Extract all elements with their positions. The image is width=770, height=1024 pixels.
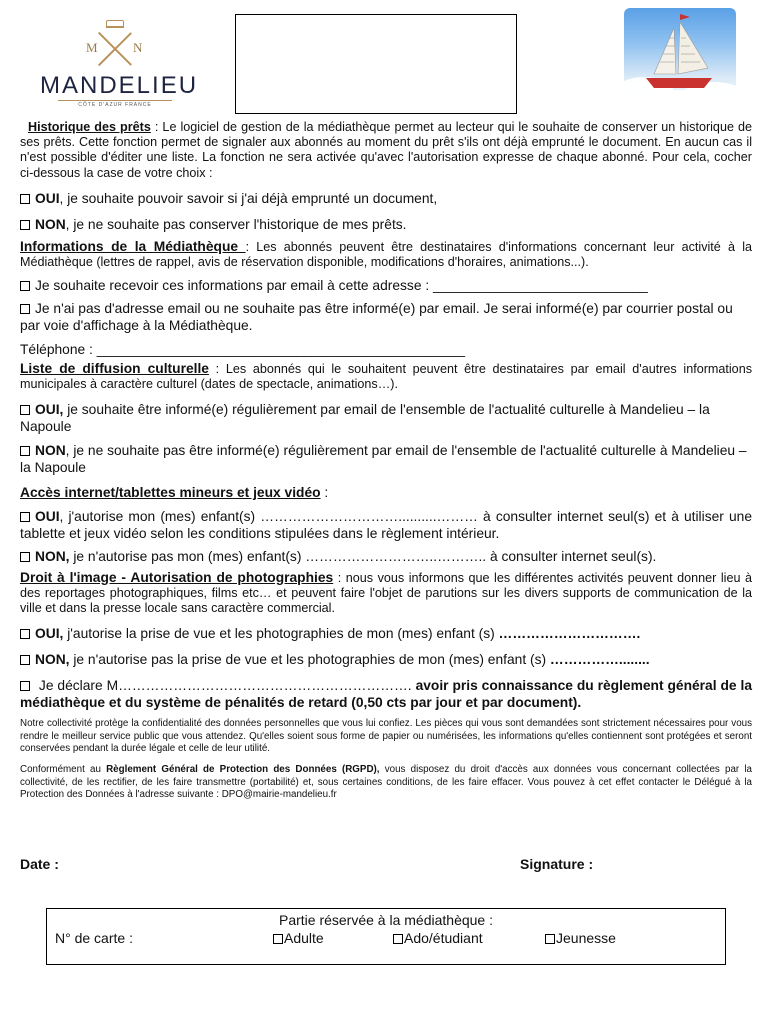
- logo-letter-m: M: [86, 40, 98, 55]
- image-non-dots: ……………........: [549, 652, 650, 668]
- ado-checkbox[interactable]: [393, 934, 403, 944]
- historique-heading: Historique des prêts: [28, 120, 151, 134]
- privacy-p2-bold: Règlement Général de Protection des Données (RGPD),: [106, 764, 380, 776]
- image-non-checkbox[interactable]: [20, 655, 30, 665]
- diffusion-oui-label: OUI,: [35, 401, 64, 417]
- ship-icon: [624, 8, 736, 108]
- informations-heading: Informations de la Médiathèque: [20, 238, 246, 254]
- image-oui-dots: ………………………….: [498, 626, 641, 642]
- internet-heading-line: [20, 484, 752, 501]
- internet-non-option: [20, 548, 752, 565]
- image-non-option: [20, 651, 752, 668]
- ado-option: [393, 930, 483, 946]
- historique-text: : Le logiciel de gestion de la médiathèque permet au lecteur qui le souhaite de conserver un historique de ses prêts. Cette fonction permet de signaler aux abonnés au moment du prêt s'ils ont déjà emprunté le document. En aucun cas il n'est possible d'éditer une liste. La fonction ne sera activée qu'avec l'autorisation expresse de chaque abonné. Pour cela, cocher ci-dessous la case de votre choix :: [20, 120, 752, 180]
- internet-non-label: NON,: [35, 548, 70, 564]
- image-oui-label: OUI,: [35, 626, 64, 642]
- privacy-paragraph-2: [20, 764, 752, 802]
- diffusion-oui-text: je souhaite être informé(e) régulièrement par email de l'ensemble de l'actualité culturelle à Mandelieu – la Napoule: [20, 401, 710, 434]
- historique-paragraph: [20, 120, 752, 181]
- form-content: [20, 120, 752, 802]
- jeunesse-option: [545, 930, 616, 946]
- diffusion-paragraph: [20, 361, 752, 392]
- diffusion-text: : Les abonnés qui le souhaitent peuvent être destinataires par email d'autres informations municipales à caractère culturel (dates de spectacle, animations…).: [20, 362, 752, 392]
- book-ship-illustration: [624, 8, 736, 108]
- internet-after: :: [320, 484, 329, 500]
- adulte-option: [273, 930, 324, 946]
- no-email-option: [20, 300, 752, 334]
- reserved-section: [46, 908, 726, 965]
- adulte-checkbox[interactable]: [273, 934, 283, 944]
- diffusion-non-option: [20, 442, 752, 476]
- informations-text: : Les abonnés peuvent être destinataires d'informations concernant leur activité à la Médiathèque (lettres de rappel, avis de réservation disponible, modifications d'horaires, animations...).: [20, 239, 752, 270]
- logo-wordmark: MANDELIEU: [40, 72, 199, 99]
- historique-non-option: [20, 216, 752, 233]
- diffusion-oui-checkbox[interactable]: [20, 405, 30, 415]
- image-heading: Droit à l'image - Autorisation de photographies: [20, 569, 334, 585]
- image-oui-option: [20, 625, 752, 642]
- declaration-checkbox[interactable]: [20, 681, 30, 691]
- image-oui-checkbox[interactable]: [20, 629, 30, 639]
- diffusion-heading: Liste de diffusion culturelle: [20, 361, 209, 377]
- historique-oui-text: , je souhaite pouvoir savoir si j'ai déjà emprunté un document,: [59, 190, 438, 206]
- internet-non-checkbox[interactable]: [20, 552, 30, 562]
- historique-oui-checkbox[interactable]: [20, 194, 30, 204]
- internet-oui-text: , j'autorise mon (mes) enfant(s) …………………………..........……… à consulter internet seul(s) et à utiliser une tablette et jeux vidéo selon les conditions stipulées dans le règlement intérieur.: [20, 508, 752, 541]
- no-email-checkbox[interactable]: [20, 304, 30, 314]
- diffusion-non-text: , je ne souhaite pas être informé(e) régulièrement par email de l'ensemble de l'actualité culturelle à Mandelieu – la Napoule: [20, 442, 747, 475]
- historique-non-checkbox[interactable]: [20, 220, 30, 230]
- card-number-field[interactable]: N° de carte :: [55, 930, 133, 946]
- image-text: : nous vous informons que les différentes activités peuvent donner lieu à des reportages photographiques, films etc… et peuvent faire l'objet de parutions sur les divers supports de communication de la ville et dans la presse locale sans caractère commercial.: [20, 570, 752, 616]
- image-oui-text: j'autorise la prise de vue et les photographies de mon (mes) enfant (s): [63, 626, 499, 642]
- email-option-text: Je souhaite recevoir ces informations par email à cette adresse : ____________________________: [35, 278, 648, 294]
- telephone-field[interactable]: Téléphone : ________________________________________________: [20, 342, 466, 358]
- historique-non-text: , je ne souhaite pas conserver l'historique de mes prêts.: [65, 216, 407, 232]
- historique-oui-option: [20, 190, 752, 207]
- internet-oui-checkbox[interactable]: [20, 512, 30, 522]
- internet-oui-label: OUI: [35, 508, 60, 524]
- photo-box: [235, 14, 517, 114]
- adulte-label: Adulte: [284, 930, 324, 946]
- email-option: [20, 277, 752, 294]
- diffusion-non-checkbox[interactable]: [20, 446, 30, 456]
- cross-icon: [96, 30, 134, 68]
- logo-letter-n: N: [133, 40, 143, 55]
- diffusion-non-label: NON: [35, 442, 66, 458]
- reserved-title: Partie réservée à la médiathèque :: [278, 912, 493, 928]
- privacy-paragraph-1: Notre collectivité protège la confidentialité des données personnelles que vous lui confiez. Les pièces qui vous sont demandées sont strictement nécessaires pour vous rendre le meilleur service public que vous attendez. Qu'elles soient sous forme de papier ou numérisées, les informations qu'elles contiennent sont protégées et seront conservées pendant la durée légale et celle de leur utilité.: [20, 718, 752, 755]
- image-non-label: NON,: [35, 652, 70, 668]
- date-signature-row: [20, 856, 752, 872]
- image-non-text: je n'autorise pas la prise de vue et les photographies de mon (mes) enfant (s): [69, 652, 550, 668]
- historique-oui-label: OUI: [35, 190, 60, 206]
- informations-paragraph: [20, 239, 752, 270]
- privacy-p2-after: vous disposez du droit d'accès aux données vous concernant collectées par la collectivité, de les rectifier, de les faire transmettre (portabilité) et, sous certaines conditions, de les faire effacer. Vous pouvez à cet effet contacter le Délégué à la Protection des Données à l'adresse suivante : DPO@mairie-mandelieu.fr: [20, 764, 753, 801]
- declaration: [20, 677, 752, 711]
- internet-non-text: je n'autorise pas mon (mes) enfant(s) ………………………..……….. à consulter internet seul(s).: [69, 548, 657, 564]
- crown-icon: [106, 20, 124, 28]
- privacy-p2-before: Conformément au: [20, 764, 107, 776]
- date-label[interactable]: Date :: [20, 856, 59, 872]
- diffusion-oui-option: [20, 401, 752, 435]
- declaration-bold: avoir pris connaissance du règlement général de la médiathèque et du système de pénalités de retard (0,50 cts par jour et par document).: [20, 678, 752, 711]
- jeunesse-checkbox[interactable]: [545, 934, 555, 944]
- logo-emblem: [40, 18, 190, 74]
- declaration-prefix: Je déclare M……………………………………………………….: [38, 678, 416, 694]
- no-email-option-text: Je n'ai pas d'adresse email ou ne souhaite pas être informé(e) par email. Je serai informé(e) par courrier postal ou par voie d'affichage à la Médiathèque.: [20, 301, 733, 334]
- internet-oui-option: [20, 508, 752, 542]
- image-paragraph: [20, 570, 752, 617]
- signature-label[interactable]: Signature :: [520, 856, 594, 872]
- mandelieu-logo: [40, 18, 199, 108]
- logo-subtitle: CÔTE D'AZUR FRANCE: [58, 100, 172, 108]
- jeunesse-label: Jeunesse: [556, 930, 616, 946]
- ado-label: Ado/étudiant: [404, 930, 483, 946]
- email-checkbox[interactable]: [20, 281, 30, 291]
- internet-heading: Accès internet/tablettes mineurs et jeux vidéo: [20, 484, 321, 500]
- historique-non-label: NON: [35, 216, 66, 232]
